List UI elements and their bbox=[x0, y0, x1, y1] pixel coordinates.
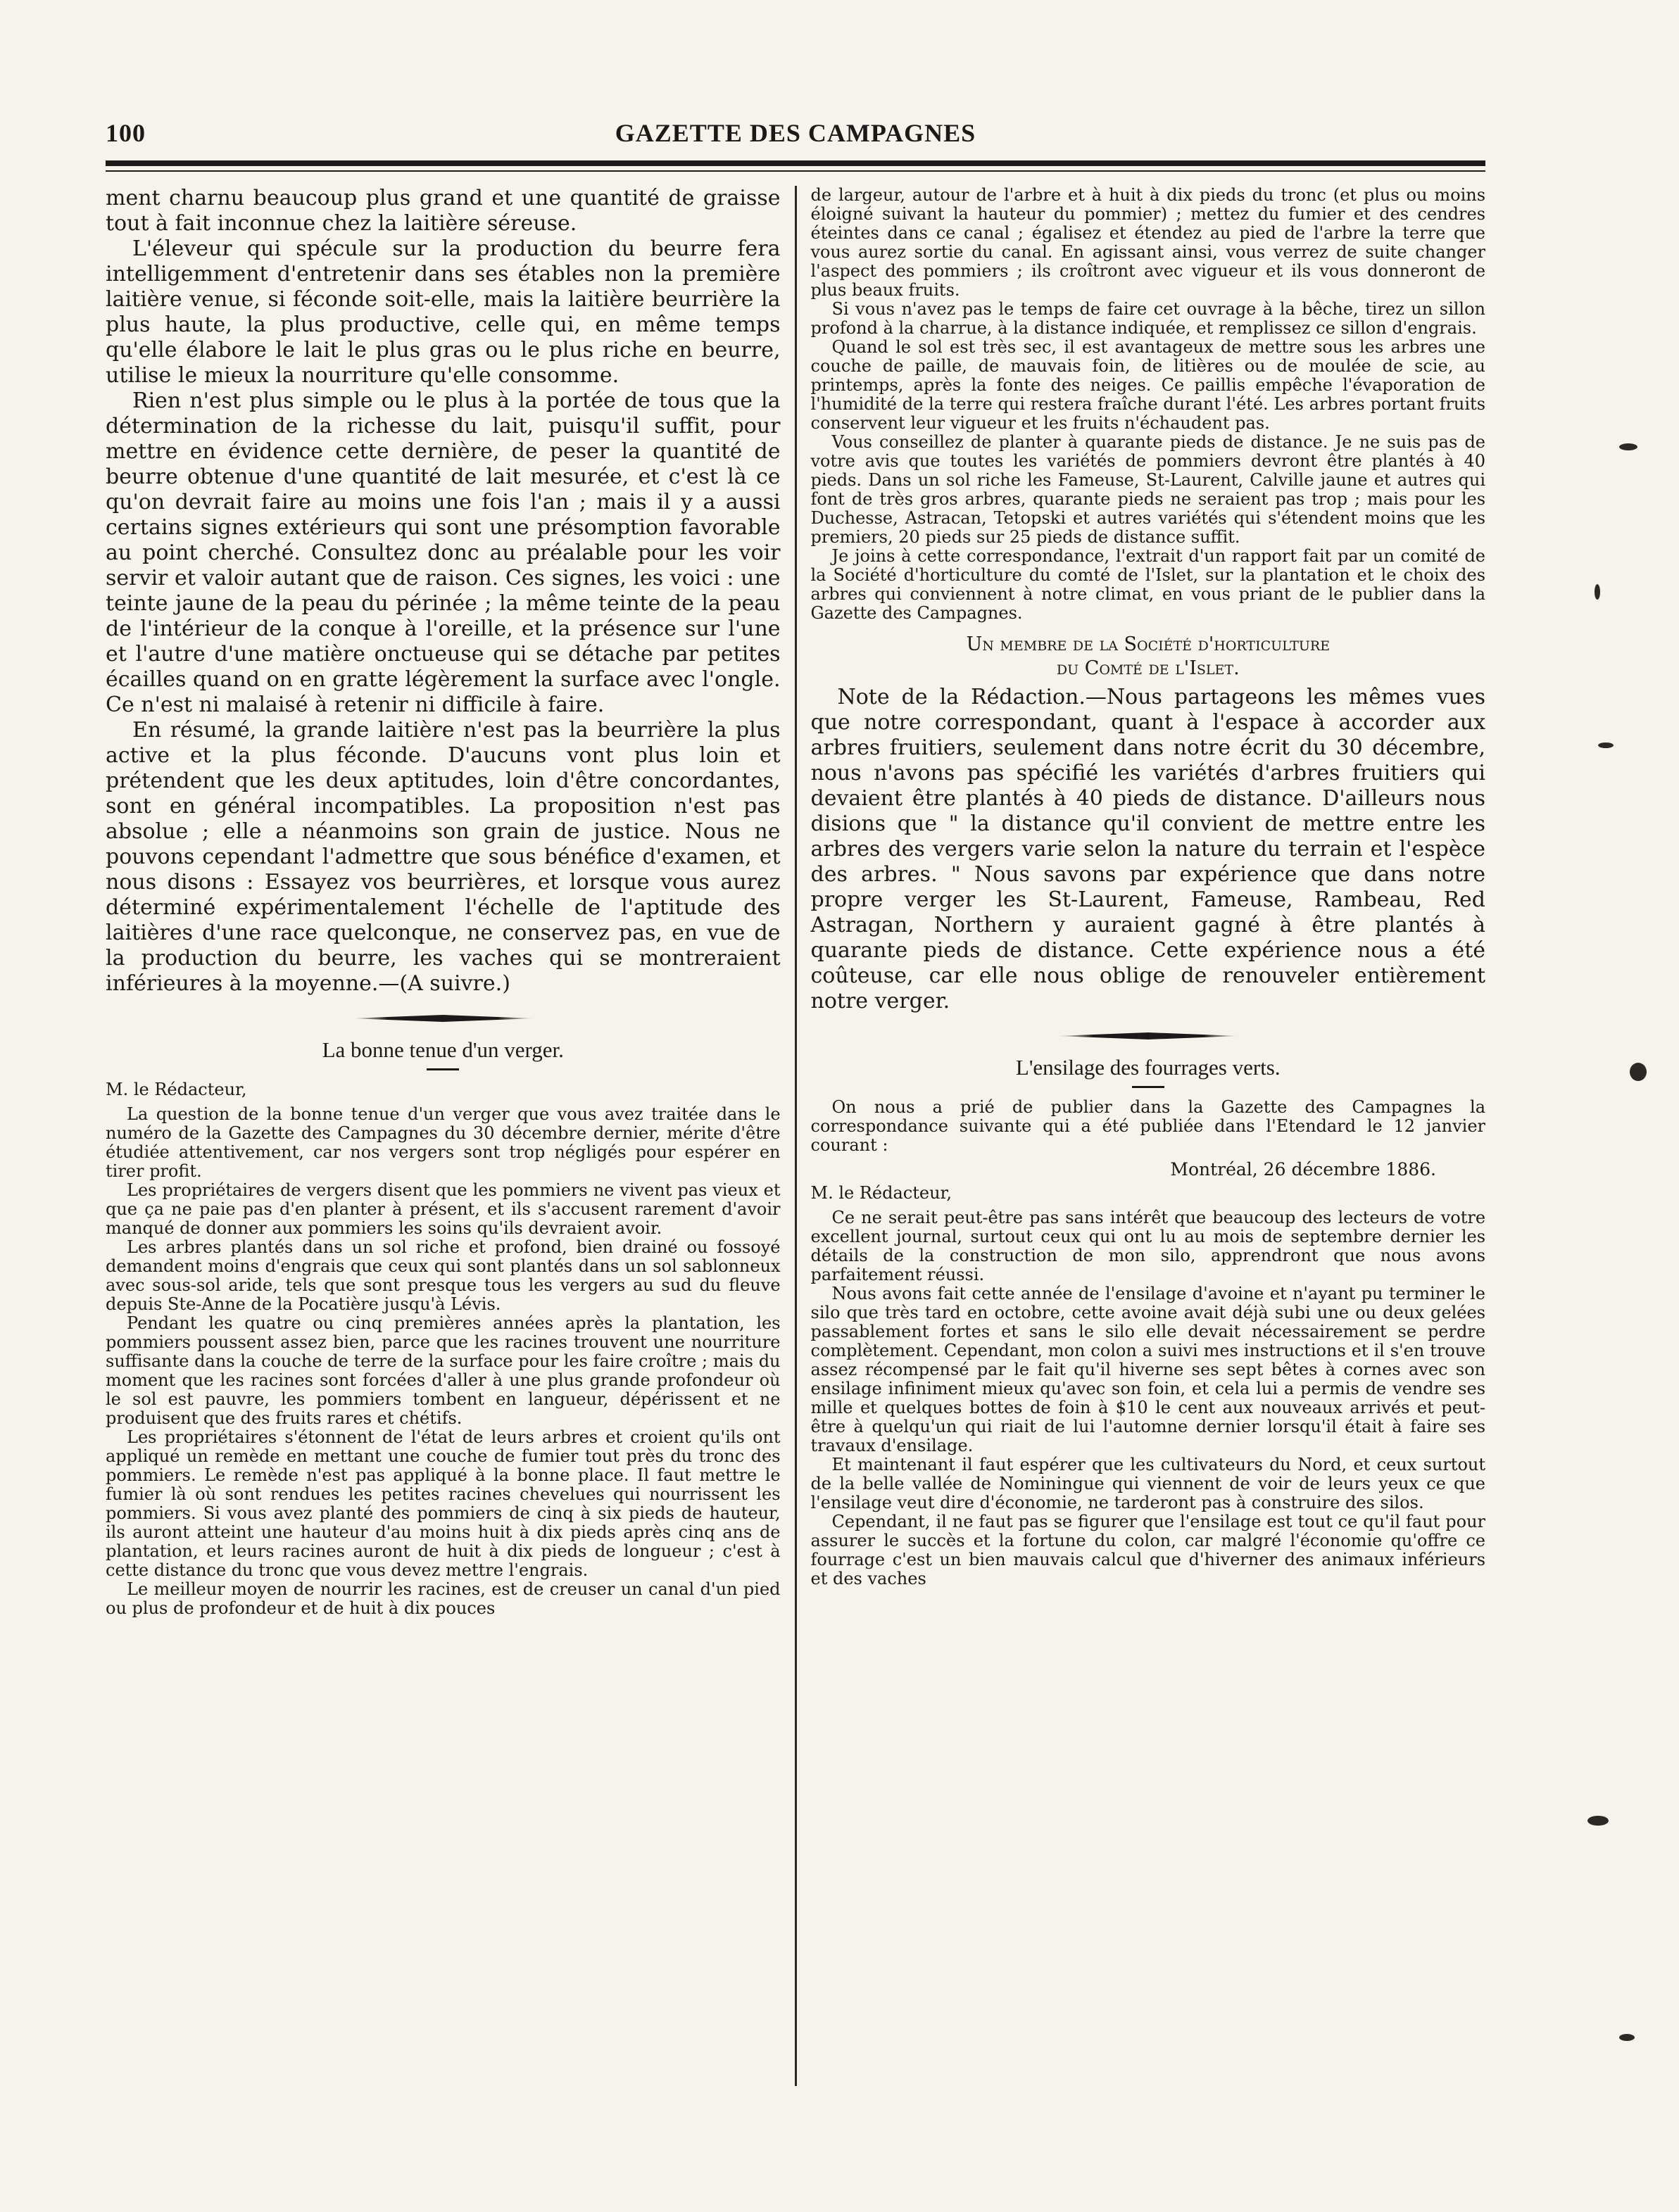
letter-paragraph: Nous avons fait cette année de l'ensilage d'avoine et n'ayant pu terminer le silo que très tard en octobre, cette avoine avait déjà subi une ou deux gelées passablement fortes et sans le silo elle devait nécessairement se perdre complètement. Cependant, mon colon a suivi mes instructions et il s'en trouve assez récompensé par le fait qu'il hiverne ses sept bêtes à cornes avec son ensilage infiniment mieux qu'avec son foin, et cela lui a permis de vendre ses mille et quelques bottes de foin à $10 le cent aux nouveaux arrivés et peut-être à quelqu'un qui riait de lui l'automne dernier lorsqu'il était à faire ses travaux d'ensilage. bbox=[810, 1284, 1486, 1455]
letter-paragraph: Ce ne serait peut-être pas sans intérêt que beaucoup des lecteurs de votre excellent journal, surtout ceux qui ont lu au mois de septembre dernier les détails de la construction de mon silo, apprendront que nous avons parfaitement réussi. bbox=[810, 1208, 1486, 1284]
title-rule bbox=[1132, 1086, 1164, 1088]
letter-paragraph: Les propriétaires de vergers disent que les pommiers ne vivent pas vieux et que ça ne paie pas d'en planter à présent, et ils s'accusent rarement d'avoir manqué de donner aux pommiers les soins qu'ils devraient avoir. bbox=[106, 1180, 781, 1238]
salutation: M. le Rédacteur, bbox=[106, 1080, 247, 1099]
scan-speck bbox=[1630, 1063, 1647, 1081]
left-column bbox=[106, 186, 786, 2086]
signature-line: du Comté de l'Islet. bbox=[1056, 657, 1240, 679]
verger-letter-continued bbox=[811, 186, 1486, 623]
running-title: GAZETTE DES CAMPAGNES bbox=[615, 119, 976, 147]
scan-speck bbox=[1587, 1816, 1609, 1826]
article-paragraph: En résumé, la grande laitière n'est pas la beurrière la plus active et la plus féconde. D'aucuns vont plus loin et prétendent que les deux aptitudes, loin d'être concordantes, sont en général incompatibles. La proposition n'est pas absolue ; elle a néanmoins son grain de justice. Nous ne pouvons cependant l'admettre que sous bénéfice d'examen, et nous disons : Essayez vos beurrières, et lorsque vous aurez déterminé expérimentalement l'échelle de l'aptitude des laitières d'une race quelconque, ne conservez pas, en vue de la production du beurre, les vaches qui se montreraient inférieures à la moyenne.—(A suivre.) bbox=[106, 718, 781, 996]
title-rule bbox=[427, 1068, 459, 1070]
ensilage-article bbox=[811, 1098, 1486, 1588]
page-number: 100 bbox=[106, 119, 146, 147]
verger-letter bbox=[106, 1080, 781, 1618]
letter-paragraph: Les arbres plantés dans un sol riche et profond, bien drainé ou fossoyé demandent moins d'engrais que ceux qui sont plantés dans un sol sablonneux avec sous-sol aride, tels que sont presque tous les vergers au sud du fleuve depuis Ste-Anne de la Pocatière jusqu'à Lévis. bbox=[106, 1237, 781, 1314]
scan-speck bbox=[1598, 742, 1614, 748]
editor-note bbox=[811, 685, 1486, 1014]
column-divider bbox=[795, 186, 797, 2086]
article-paragraph: L'éleveur qui spécule sur la production du beurre fera intelligemment d'entretenir dans ses étables non la première laitière venue, si féconde soit-elle, mais la laitière beurrière la plus haute, la plus productive, celle qui, en même temps qu'elle élabore le lait le plus gras ou le plus riche en beurre, utilise le mieux la nourriture qu'elle consomme. bbox=[106, 236, 781, 388]
livestock-article bbox=[106, 186, 781, 997]
columns bbox=[106, 186, 1485, 2086]
letter-paragraph: Vous conseillez de planter à quarante pieds de distance. Je ne suis pas de votre avis que toutes les variétés de pommiers devront être plantés à 40 pieds. Dans un sol riche les Fameuse, St-Laurent, Calville jaune et autres qui font de très gros arbres, quarante pieds ne seraient pas trop ; mais pour les Duchesse, Astracan, Tetopski et autres variétés qui s'étendent moins que les premiers, 20 pieds sur 25 pieds de distance suffit. bbox=[810, 432, 1486, 547]
note-paragraph: Note de la Rédaction.—Nous partageons les mêmes vues que notre correspondant, quant à l'espace à accorder aux arbres fruitiers, seulement dans notre écrit du 30 décembre, nous n'avons pas spécifié les variétés d'arbres fruitiers qui devaient être plantés à 40 pieds de distance. D'ailleurs nous disions que " la distance qu'il convient de mettre entre les arbres des vergers varie selon la nature du terrain et l'espèce des arbres. " Nous savons par expérience que dans notre propre verger les St-Laurent, Fameuse, Rambeau, Red Astragan, Northern y auraient gagné à être plantés à quarante pieds de distance. Cette expérience nous a été coûteuse, car elle nous oblige de renouveler entièrement notre verger. bbox=[810, 685, 1486, 1013]
newspaper-page bbox=[106, 106, 1485, 2147]
intro-paragraph: On nous a prié de publier dans la Gazette des Campagnes la correspondance suivante qui a été publiée dans l'Etendard le 12 janvier courant : bbox=[810, 1097, 1486, 1155]
section-ornament bbox=[351, 1015, 534, 1022]
section-title-ensilage: L'ensilage des fourrages verts. bbox=[1015, 1055, 1281, 1080]
letter-paragraph: Cependant, il ne faut pas se figurer que l'ensilage est tout ce qu'il faut pour assurer le succès et la fortune du colon, car malgré l'économie qu'offre ce fourrage c'est un bien mauvais calcul que d'hiverner des animaux inférieurs et des vaches bbox=[810, 1512, 1486, 1588]
letter-paragraph: Si vous n'avez pas le temps de faire cet ouvrage à la bêche, tirez un sillon profond à la charrue, à la distance indiquée, et remplissez ce sillon d'engrais. bbox=[810, 299, 1486, 338]
scan-speck bbox=[1619, 443, 1637, 450]
letter-paragraph: Le meilleur moyen de nourrir les racines, est de creuser un canal d'un pied ou plus de profondeur et de huit à dix pouces bbox=[106, 1579, 781, 1618]
signature-line: Un membre de la Société d'horticulture bbox=[966, 633, 1331, 655]
signature bbox=[811, 633, 1486, 681]
letter-paragraph: Et maintenant il faut espérer que les cultivateurs du Nord, et ceux surtout de la belle vallée de Nominingue qui viennent de voir de leurs yeux ce que l'ensilage veut dire d'économie, ne tarderont pas à construire des silos. bbox=[810, 1455, 1486, 1512]
section-ornament bbox=[1057, 1032, 1240, 1039]
scan-speck bbox=[1619, 2034, 1635, 2041]
article-paragraph: Rien n'est plus simple ou le plus à la portée de tous que la détermination de la richesse du lait, puisqu'il suffit, pour mettre en évidence cette dernière, de peser la quantité de beurre obtenue d'une quantité de lait mesurée, et c'est là ce qu'on devrait faire au moins une fois l'an ; mais il y a aussi certains signes extérieurs qui sont une présomption favorable au point cherché. Consultez donc au préalable pour les voir servir et valoir autant que de raison. Ces signes, les voici : une teinte jaune de la peau du périnée ; la même teinte de la peau de l'intérieur de la conque à l'oreille, et la présence sur l'une et l'autre d'une matière onctueuse qui se détache par petites écailles quand on en gratte légèrement la surface avec l'ongle. Ce n'est ni malaisé à retenir ni difficile à faire. bbox=[106, 388, 781, 717]
header-rule-thick bbox=[106, 160, 1485, 166]
scan-speck bbox=[1595, 584, 1600, 600]
letter-paragraph: de largeur, autour de l'arbre et à huit à dix pieds du tronc (et plus ou moins éloigné suivant la hauteur du pommier) ; mettez du fumier et des cendres éteintes dans ce canal ; égalisez et étendez au pied de l'arbre la terre que vous aurez sortie du canal. En agissant ainsi, vous verrez de suite changer l'aspect des pommiers ; ils croîtront avec vigueur et ils vous donneront de plus beaux fruits. bbox=[810, 186, 1486, 300]
letter-paragraph: Je joins à cette correspondance, l'extrait d'un rapport fait par un comité de la Société d'horticulture du comté de l'Islet, sur la plantation et le choix des arbres qui conviennent à notre climat, en vous priant de le publier dans la Gazette des Campagnes. bbox=[810, 546, 1486, 623]
letter-paragraph: Quand le sol est très sec, il est avantageux de mettre sous les arbres une couche de paille, de mauvais foin, de litières ou de moulée de scie, au printemps, après la fonte des neiges. Ce paillis empêche l'évaporation de l'humidité de la terre qui restera fraîche durant l'été. Les arbres portant fruits conservent leur vigueur et les fruits n'échaudent pas. bbox=[810, 337, 1486, 433]
salutation: M. le Rédacteur, bbox=[810, 1183, 952, 1203]
letter-paragraph: Les propriétaires s'étonnent de l'état de leurs arbres et croient qu'ils ont appliqué un remède en mettant une couche de fumier tout près du tronc des pommiers. Le remède n'est pas appliqué à la bonne place. Il faut mettre le fumier là où sont rendues les petites racines chevelues qui nourrissent les pommiers. Si vous avez planté des pommiers de cinq à six pieds de hauteur, ils auront atteint une hauteur d'au moins huit à dix pieds après cinq ans de plantation, et leurs racines auront de huit à dix pieds de longueur ; c'est à cette distance du tronc que vous devez mettre l'engrais. bbox=[106, 1427, 781, 1580]
letter-paragraph: La question de la bonne tenue d'un verger que vous avez traitée dans le numéro de la Gazette des Campagnes du 30 décembre dernier, mérite d'être étudiée attentivement, car nos vergers sont trop négligés pour espérer en tirer profit. bbox=[106, 1104, 781, 1181]
section-title-verger: La bonne tenue d'un verger. bbox=[322, 1037, 564, 1062]
dateline: Montréal, 26 décembre 1886. bbox=[1170, 1159, 1437, 1180]
article-paragraph: ment charnu beaucoup plus grand et une quantité de graisse tout à fait inconnue chez la laitière séreuse. bbox=[106, 186, 781, 236]
header-rule-thin bbox=[106, 170, 1485, 172]
page-header bbox=[106, 106, 1485, 155]
right-column bbox=[805, 186, 1486, 2086]
letter-paragraph: Pendant les quatre ou cinq premières années après la plantation, les pommiers poussent assez bien, parce que les racines trouvent une nourriture suffisante dans la couche de terre de la surface pour les faire croître ; mais du moment que les racines sont forcées d'aller à une plus grande profondeur où le sol est pauvre, les pommiers tombent en langueur, dépérissent et ne produisent que des fruits rares et chétifs. bbox=[106, 1313, 781, 1428]
